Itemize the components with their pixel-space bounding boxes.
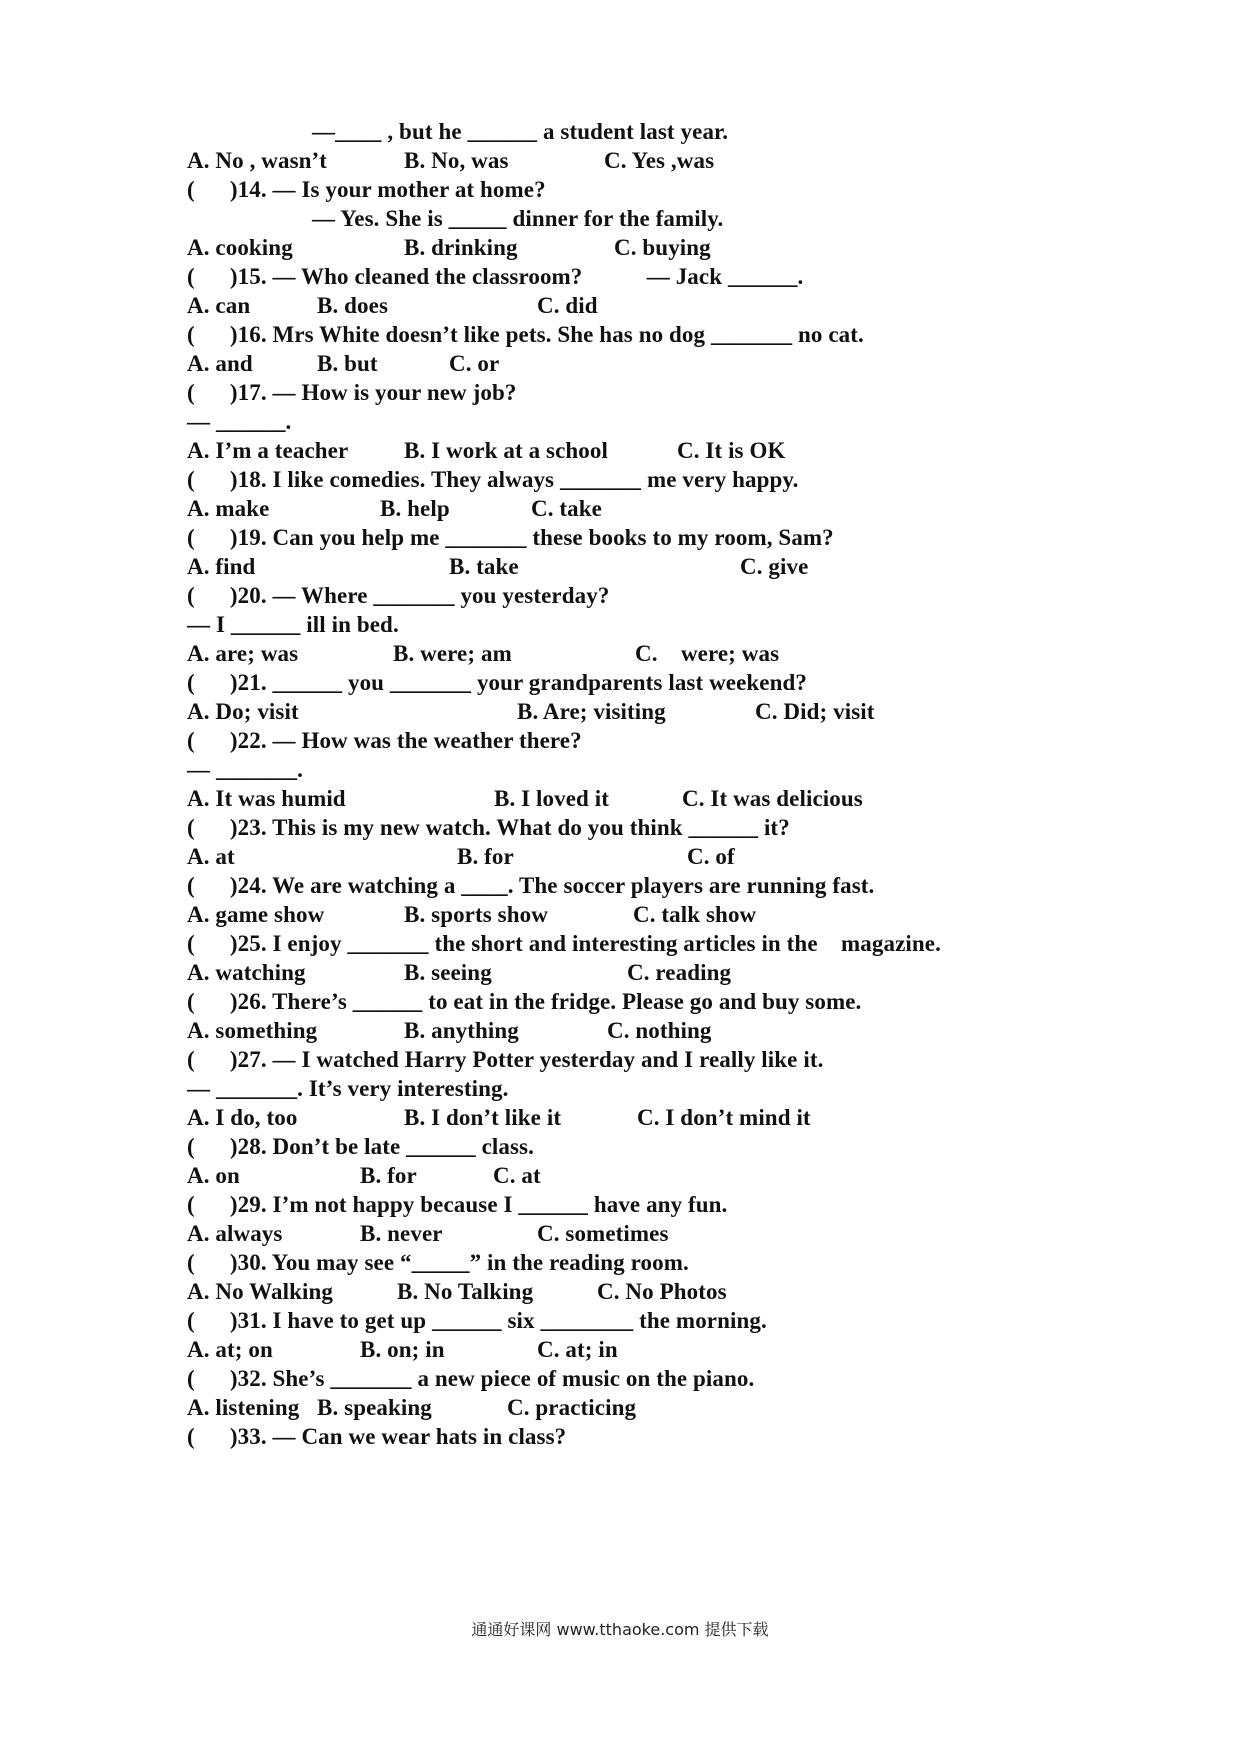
option-c: C. It is OK [677,438,786,463]
question-line: ( )31. I have to get up ______ six ________ the morning. [187,1308,767,1333]
option-c: C. It was delicious [682,786,863,811]
option-b: B. for [457,844,514,869]
option-b: B. drinking [404,235,518,260]
option-a: A. listening [187,1395,300,1420]
option-c: C. sometimes [537,1221,669,1246]
option-c: C. Yes ,was [604,148,715,173]
option-a: A. something [187,1018,318,1043]
option-a: A. game show [187,902,325,927]
option-a: A. It was humid [187,786,346,811]
option-b: B. but [317,351,378,376]
question-line: ( )17. — How is your new job? [187,380,517,405]
option-b: B. I work at a school [404,438,609,463]
question-line: ( )29. I’m not happy because I ______ have any fun. [187,1192,728,1217]
option-a: A. always [187,1221,283,1246]
option-b: B. on; in [360,1337,445,1362]
question-line: ( )18. I like comedies. They always _______ me very happy. [187,467,799,492]
option-c: C. talk show [633,902,757,927]
option-b: B. speaking [317,1395,432,1420]
option-a: A. No , wasn’t [187,148,328,173]
question-line: —____ , but he ______ a student last year. [312,119,729,144]
option-c: C. were; was [635,641,780,666]
option-a: A. at; on [187,1337,273,1362]
option-c: C. of [687,844,735,869]
option-c: C. No Photos [597,1279,727,1304]
option-c: C. at [493,1163,541,1188]
option-c: C. Did; visit [755,699,875,724]
option-b: B. I don’t like it [404,1105,562,1130]
option-b: B. for [360,1163,417,1188]
option-b: B. sports show [404,902,548,927]
option-b: B. No Talking [397,1279,534,1304]
option-b: B. never [360,1221,443,1246]
option-c: C. reading [627,960,732,985]
question-line: ( )33. — Can we wear hats in class? [187,1424,567,1449]
option-a: A. cooking [187,235,293,260]
option-c: C. did [537,293,598,318]
question-line: ( )15. — Who cleaned the classroom? — Jack ______. [187,264,804,289]
page-footer: 通通好课网 www.tthaoke.com 提供下载 [471,1620,769,1639]
option-a: A. I do, too [187,1105,298,1130]
option-b: B. does [317,293,388,318]
option-b: B. anything [404,1018,519,1043]
option-b: B. were; am [393,641,512,666]
option-c: C. I don’t mind it [637,1105,811,1130]
question-line: — _______. [187,757,303,782]
question-line: ( )23. This is my new watch. What do you think ______ it? [187,815,790,840]
option-a: A. No Walking [187,1279,333,1304]
option-b: B. take [449,554,519,579]
option-a: A. at [187,844,235,869]
question-line: ( )28. Don’t be late ______ class. [187,1134,534,1159]
option-a: A. are; was [187,641,299,666]
option-b: B. help [380,496,450,521]
option-c: C. at; in [537,1337,618,1362]
option-c: C. practicing [507,1395,637,1420]
question-line: ( )14. — Is your mother at home? [187,177,546,202]
option-c: C. buying [614,235,711,260]
option-b: B. No, was [404,148,509,173]
option-a: A. and [187,351,253,376]
option-c: C. nothing [607,1018,712,1043]
question-line: ( )19. Can you help me _______ these books to my room, Sam? [187,525,834,550]
option-b: B. seeing [404,960,492,985]
question-line: — I ______ ill in bed. [187,612,399,637]
option-a: A. watching [187,960,306,985]
option-c: C. or [449,351,500,376]
option-a: A. find [187,554,256,579]
question-line: ( )22. — How was the weather there? [187,728,582,753]
option-a: A. make [187,496,270,521]
question-line: ( )16. Mrs White doesn’t like pets. She has no dog _______ no cat. [187,322,864,347]
question-line: ( )27. — I watched Harry Potter yesterday and I really like it. [187,1047,824,1072]
question-line: ( )24. We are watching a ____. The soccer players are running fast. [187,873,875,898]
question-line: ( )20. — Where _______ you yesterday? [187,583,610,608]
option-b: B. Are; visiting [517,699,666,724]
option-a: A. Do; visit [187,699,299,724]
question-line: ( )30. You may see “_____” in the reading room. [187,1250,689,1275]
option-a: A. can [187,293,251,318]
question-line: ( )25. I enjoy _______ the short and interesting articles in the magazine. [187,931,941,956]
question-line: ( )26. There’s ______ to eat in the fridge. Please go and buy some. [187,989,862,1014]
option-a: A. on [187,1163,240,1188]
question-line: — ______. [187,409,292,434]
question-line: ( )32. She’s _______ a new piece of music on the piano. [187,1366,755,1391]
option-b: B. I loved it [494,786,610,811]
option-c: C. take [531,496,602,521]
option-c: C. give [740,554,809,579]
option-a: A. I’m a teacher [187,438,349,463]
question-line: ( )21. ______ you _______ your grandparents last weekend? [187,670,807,695]
question-line: — _______. It’s very interesting. [187,1076,509,1101]
question-line: — Yes. She is _____ dinner for the family. [312,206,724,231]
